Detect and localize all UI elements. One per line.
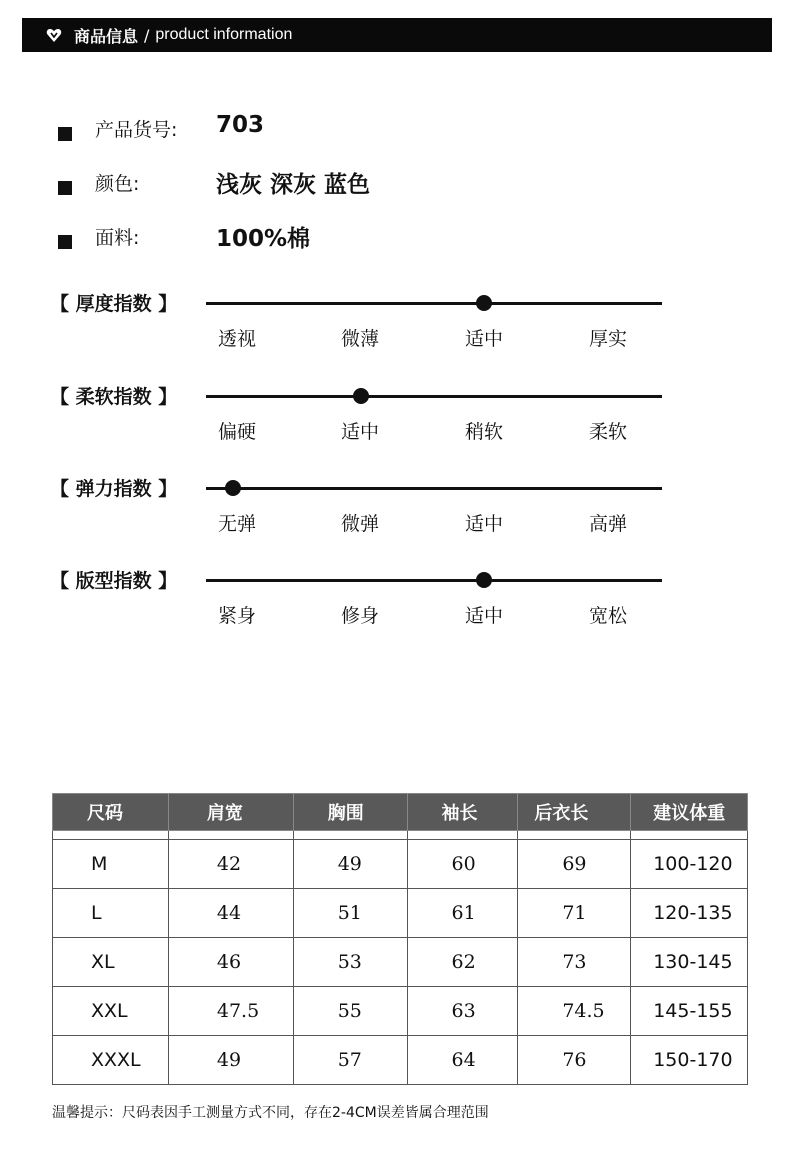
scale-option: 修身 xyxy=(340,605,380,627)
scale-option: 适中 xyxy=(464,605,504,627)
table-row xyxy=(53,938,748,987)
table-cell: 76 xyxy=(518,1036,631,1085)
table-row xyxy=(53,889,748,938)
scale-option: 适中 xyxy=(340,421,380,443)
softness-scale xyxy=(50,386,670,455)
scale-indicator-dot xyxy=(476,572,492,588)
size-note: 温馨提示：尺码表因手工测量方式不同，存在2-4CM误差皆属合理范围 xyxy=(52,1105,489,1121)
square-bullet-icon xyxy=(58,181,72,195)
info-row-fabric xyxy=(58,226,311,252)
table-spacer-row xyxy=(53,831,748,840)
scale-option: 微薄 xyxy=(340,328,380,350)
table-row xyxy=(53,840,748,889)
scale-option: 适中 xyxy=(464,328,504,350)
info-row-color xyxy=(58,172,371,198)
table-cell: 57 xyxy=(293,1036,407,1085)
table-cell: 61 xyxy=(407,889,518,938)
scale-line xyxy=(206,302,662,305)
info-value: 100%棉 xyxy=(216,226,311,252)
table-cell: 49 xyxy=(168,1036,293,1085)
scale-option: 高弹 xyxy=(588,513,628,535)
scale-option: 宽松 xyxy=(588,605,628,627)
scale-title: 【 厚度指数 】 xyxy=(50,293,178,315)
table-cell: 120-135 xyxy=(631,889,748,938)
table-cell: L xyxy=(53,889,169,938)
table-cell: 60 xyxy=(407,840,518,889)
column-header: 建议体重 xyxy=(631,794,748,831)
table-cell: 42 xyxy=(168,840,293,889)
column-header: 袖长 xyxy=(407,794,518,831)
table-cell: 73 xyxy=(518,938,631,987)
table-row xyxy=(53,987,748,1036)
scale-option: 适中 xyxy=(464,513,504,535)
scale-title: 【 弹力指数 】 xyxy=(50,478,178,500)
section-header xyxy=(22,18,772,52)
table-cell: 49 xyxy=(293,840,407,889)
table-cell: 145-155 xyxy=(631,987,748,1036)
heart-icon xyxy=(46,27,62,43)
info-value: 浅灰 深灰 蓝色 xyxy=(216,172,371,198)
table-cell: 150-170 xyxy=(631,1036,748,1085)
table-cell: 130-145 xyxy=(631,938,748,987)
info-label: 产品货号: xyxy=(95,119,178,141)
table-cell: 69 xyxy=(518,840,631,889)
square-bullet-icon xyxy=(58,235,72,249)
table-cell: XL xyxy=(53,938,169,987)
info-row-item-number xyxy=(58,112,265,141)
scale-title: 【 柔软指数 】 xyxy=(50,386,178,408)
scale-option: 厚实 xyxy=(588,328,628,350)
header-subtitle: product information xyxy=(155,26,293,43)
table-cell: 51 xyxy=(293,889,407,938)
table-cell: 100-120 xyxy=(631,840,748,889)
scale-option: 无弹 xyxy=(217,513,257,535)
table-cell: 71 xyxy=(518,889,631,938)
scale-option: 柔软 xyxy=(588,421,628,443)
table-cell: 74.5 xyxy=(518,987,631,1036)
table-cell: M xyxy=(53,840,169,889)
info-value: 703 xyxy=(216,112,265,138)
scale-line xyxy=(206,395,662,398)
scale-indicator-dot xyxy=(476,295,492,311)
table-cell: 53 xyxy=(293,938,407,987)
scale-line xyxy=(206,579,662,582)
info-label: 颜色: xyxy=(95,173,140,195)
table-cell: 64 xyxy=(407,1036,518,1085)
table-cell: 47.5 xyxy=(168,987,293,1036)
header-separator: / xyxy=(144,25,150,45)
scale-indicator-dot xyxy=(225,480,241,496)
table-header-row xyxy=(53,794,748,831)
info-label: 面料: xyxy=(95,227,140,249)
header-title: 商品信息 xyxy=(74,26,139,46)
table-cell: 63 xyxy=(407,987,518,1036)
table-cell: 44 xyxy=(168,889,293,938)
scale-option: 稍软 xyxy=(464,421,504,443)
column-header: 后衣长 xyxy=(518,794,631,831)
scale-line xyxy=(206,487,662,490)
scale-option: 偏硬 xyxy=(217,421,257,443)
scale-option: 透视 xyxy=(217,328,257,350)
scale-option: 微弹 xyxy=(340,513,380,535)
table-cell: XXL xyxy=(53,987,169,1036)
fit-scale xyxy=(50,570,670,639)
thickness-scale xyxy=(50,293,670,362)
size-table xyxy=(52,793,748,1085)
table-cell: 55 xyxy=(293,987,407,1036)
column-header: 胸围 xyxy=(293,794,407,831)
table-cell: 46 xyxy=(168,938,293,987)
scale-title: 【 版型指数 】 xyxy=(50,570,178,592)
table-cell: XXXL xyxy=(53,1036,169,1085)
column-header: 肩宽 xyxy=(168,794,293,831)
elasticity-scale xyxy=(50,478,670,547)
table-cell: 62 xyxy=(407,938,518,987)
square-bullet-icon xyxy=(58,127,72,141)
column-header: 尺码 xyxy=(53,794,169,831)
scale-option: 紧身 xyxy=(217,605,257,627)
table-row xyxy=(53,1036,748,1085)
scale-indicator-dot xyxy=(353,388,369,404)
